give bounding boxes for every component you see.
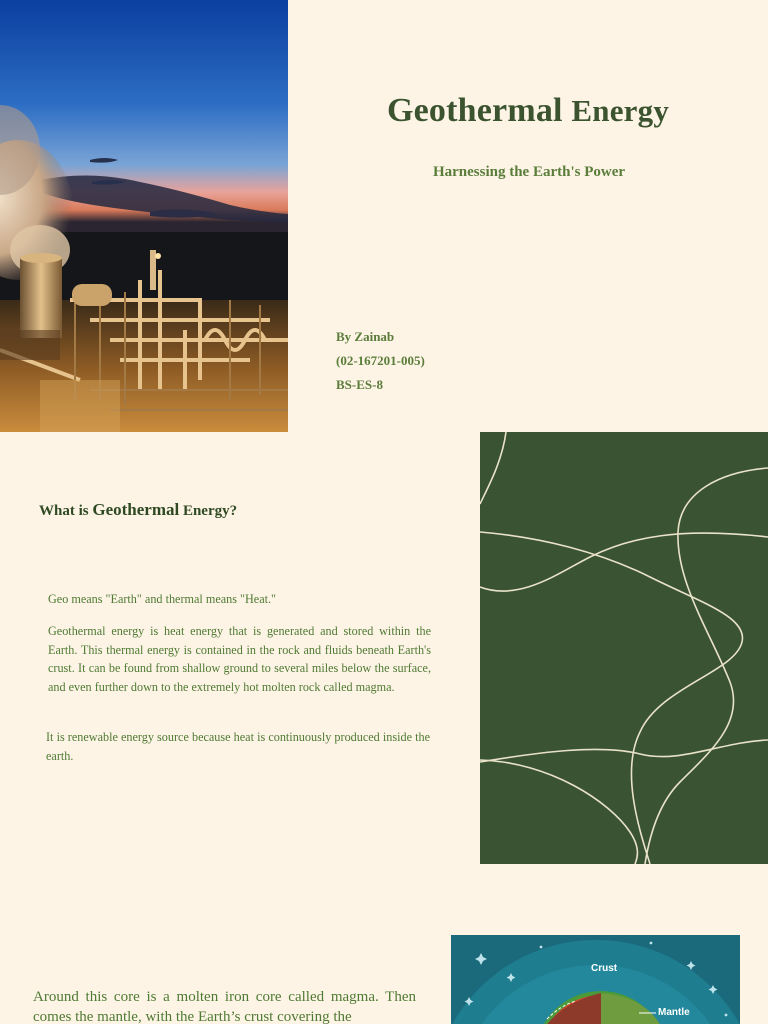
definition-paragraph: Geo means "Earth" and thermal means "Heat." <box>48 592 277 606</box>
decorative-line-panel <box>480 432 768 864</box>
label-mantle: Mantle <box>658 1007 690 1018</box>
wavy-line-4 <box>480 533 768 591</box>
wavy-line-1 <box>480 432 506 504</box>
heading-prefix: What is <box>39 503 89 519</box>
wavy-line-5 <box>480 740 768 762</box>
title-word-geothermal: Geothermal <box>386 92 563 129</box>
layers-paragraph: Around this core is a molten iron core called magma. Then comes the mantle, with the Earth’s crust covering the <box>33 989 416 1024</box>
renewable-paragraph: It is renewable energy source because heat is continuously produced inside the earth. <box>46 730 430 763</box>
wavy-line-3 <box>645 468 768 864</box>
author-block <box>336 325 425 397</box>
author-program: BS-ES-8 <box>336 377 383 392</box>
document-title <box>288 92 768 130</box>
author-name: By Zainab <box>336 329 395 344</box>
geothermal-plant-photo <box>0 0 288 432</box>
title-word-energy: Energy <box>571 93 670 128</box>
wavy-line-6 <box>480 760 637 864</box>
heading-word-geothermal: Geothermal <box>92 500 180 519</box>
earth-layers-diagram <box>451 935 740 1024</box>
author-id: (02-167201-005) <box>336 353 425 368</box>
explanation-paragraph: Geothermal energy is heat energy that is generated and stored within the Earth. This thermal energy is contained in the rock and fluids beneath Earth's crust. It can be found from shallow ground to several miles below the surface, and even further down to the extremely hot molten rock called magma. <box>48 624 431 694</box>
section-heading <box>39 500 237 520</box>
heading-word-energy: Energy? <box>182 503 238 519</box>
wavy-line-2 <box>480 532 743 864</box>
document-subtitle: Harnessing the Earth's Power <box>432 164 626 180</box>
label-crust: Crust <box>591 963 618 974</box>
